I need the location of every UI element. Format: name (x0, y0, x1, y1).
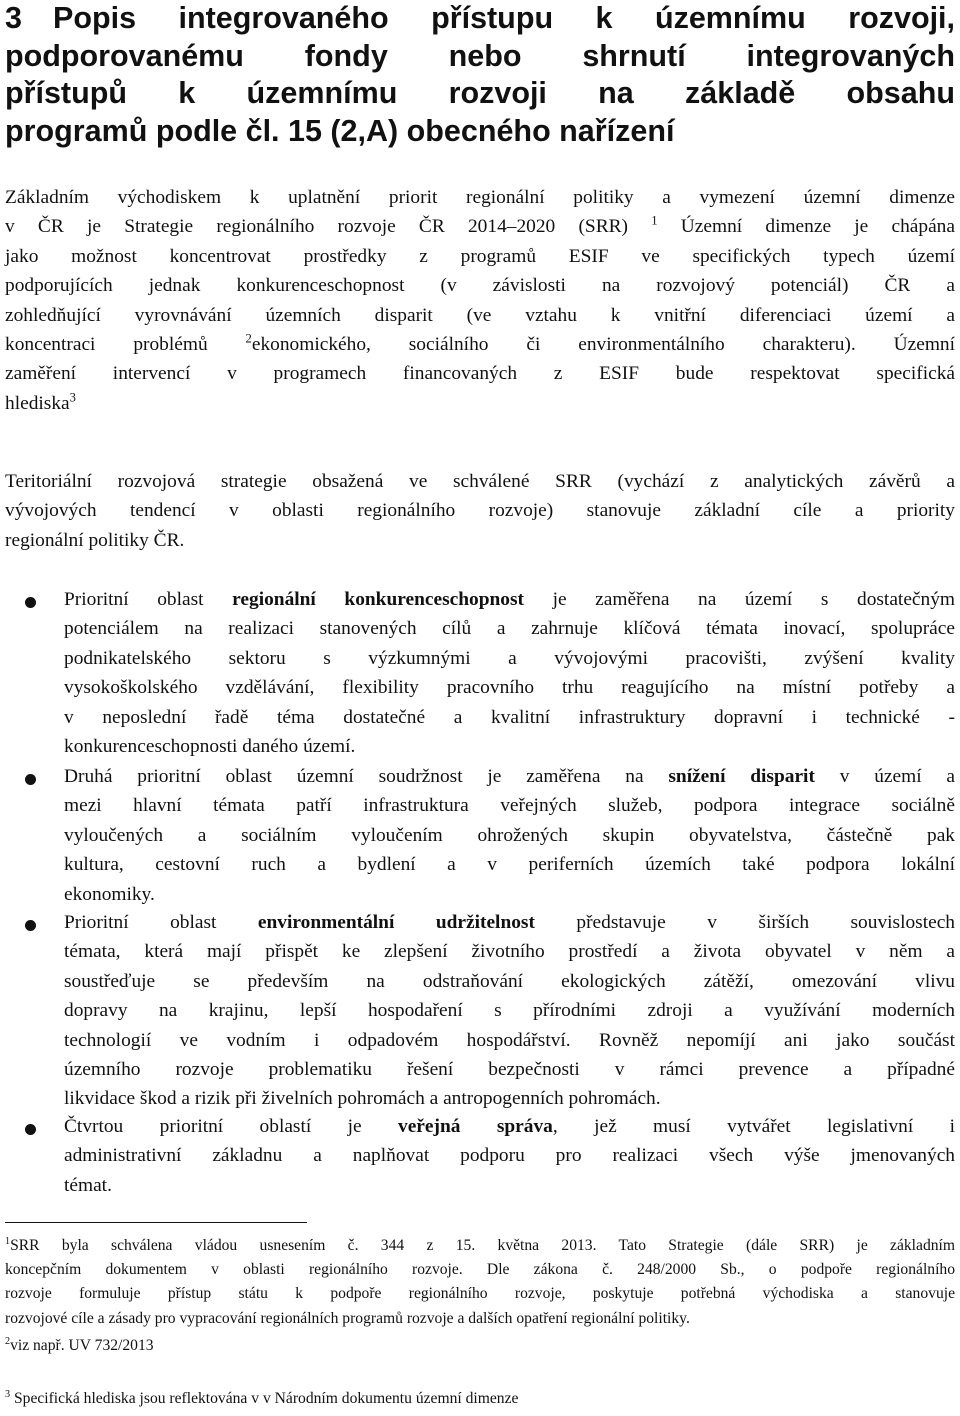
heading-line-4: programů podle čl. 15 (2,A) obecného nařízení (5, 113, 675, 148)
bullet-icon (25, 1124, 36, 1135)
paragraph-line: Základním východiskem k uplatnění priorit regionální politiky a vymezení územní dimenze (5, 187, 955, 208)
heading-line-1: 3 Popis integrovaného přístupu k územnímu rozvoji, (5, 0, 955, 38)
paragraph-line: Teritoriální rozvojová strategie obsažená ve schválené SRR (vychází z analytických závěrů a (5, 471, 955, 492)
footnote-ref-1[interactable]: 1 (651, 213, 658, 228)
footnote-mark: 2 (5, 1335, 11, 1347)
paragraph-line: podporujících jednak konkurenceschopnost (v závislosti na rozvojový potenciál) ČR a (5, 275, 955, 297)
section-heading (5, 0, 955, 150)
bold-term: snížení disparit (668, 766, 815, 787)
footnote-3: $^3$ Specifická hlediska jsou reflektována v v Národním dokumentu územní dimenze (5, 1388, 519, 1407)
footnote-separator (5, 1222, 307, 1223)
paragraph-line: zohledňující vyrovnávání územních disparit (ve vztahu k vnitřní diferenciaci území a (5, 304, 955, 326)
paragraph-line: vývojových tendencí v oblasti regionálního rozvoje) stanovuje základní cíle a priority (5, 500, 955, 522)
paragraph-line: zaměření intervencí v programech financovaných z ESIF bude respektovat specifická (5, 363, 955, 385)
footnote-1: $^1$SRR byla schválena vládou usnesením č. 344 z 15. května 2013. Tato Strategie (dále SRR) je základním koncepčním dokumentem v oblasti regionálního rozvoje. Dle zákona č. 248/2000 Sb., o podpoře regionálního rozvoje formuluje přístup státu k podpoře regionálního rozvoje, poskytuje potřebná východiska a stanovuje rozvojové cíle a zásady pro vypracování regionálních programů rozvoje a dalších opatření regionální politiky. (5, 1235, 955, 1327)
bullet-icon (25, 774, 36, 785)
bold-term: veřejná správa (398, 1116, 553, 1137)
paragraph-strategy (5, 467, 955, 555)
heading-number: 3 (5, 1, 22, 35)
footnote-ref-3[interactable]: 3 (69, 390, 76, 405)
footnote-mark: 3 (5, 1388, 11, 1400)
paragraph-line: jako možnost koncentrovat prostředky z programů ESIF ve specifických typech území (5, 245, 955, 267)
footnote-mark: 1 (5, 1235, 11, 1247)
bullet-icon (25, 597, 36, 608)
heading-line-2: podporovanému fondy nebo shrnutí integrovaných (5, 38, 955, 73)
paragraph-line: v ČR je Strategie regionálního rozvoje ČR 2014–2020 (SRR) $^1$ Územní dimenze je chápána (5, 213, 955, 238)
bold-term: environmentální udržitelnost (257, 912, 535, 933)
paragraph-line: hlediska$^3$ (5, 390, 76, 414)
paragraph-intro (5, 183, 955, 418)
paragraph-line: koncentraci problémů $^2$ekonomického, sociálního či environmentálního charakteru). Územní (5, 331, 955, 356)
heading-line-3: přístupů k územnímu rozvoji na základě obsahu (5, 76, 955, 110)
bullet-icon (25, 920, 36, 931)
paragraph-line: regionální politiky ČR. (5, 529, 185, 551)
bold-term: regionální konkurenceschopnost (232, 589, 524, 610)
footnote-2: $^2$viz např. UV 732/2013 (5, 1335, 154, 1354)
footnote-ref-2[interactable]: 2 (245, 331, 252, 346)
